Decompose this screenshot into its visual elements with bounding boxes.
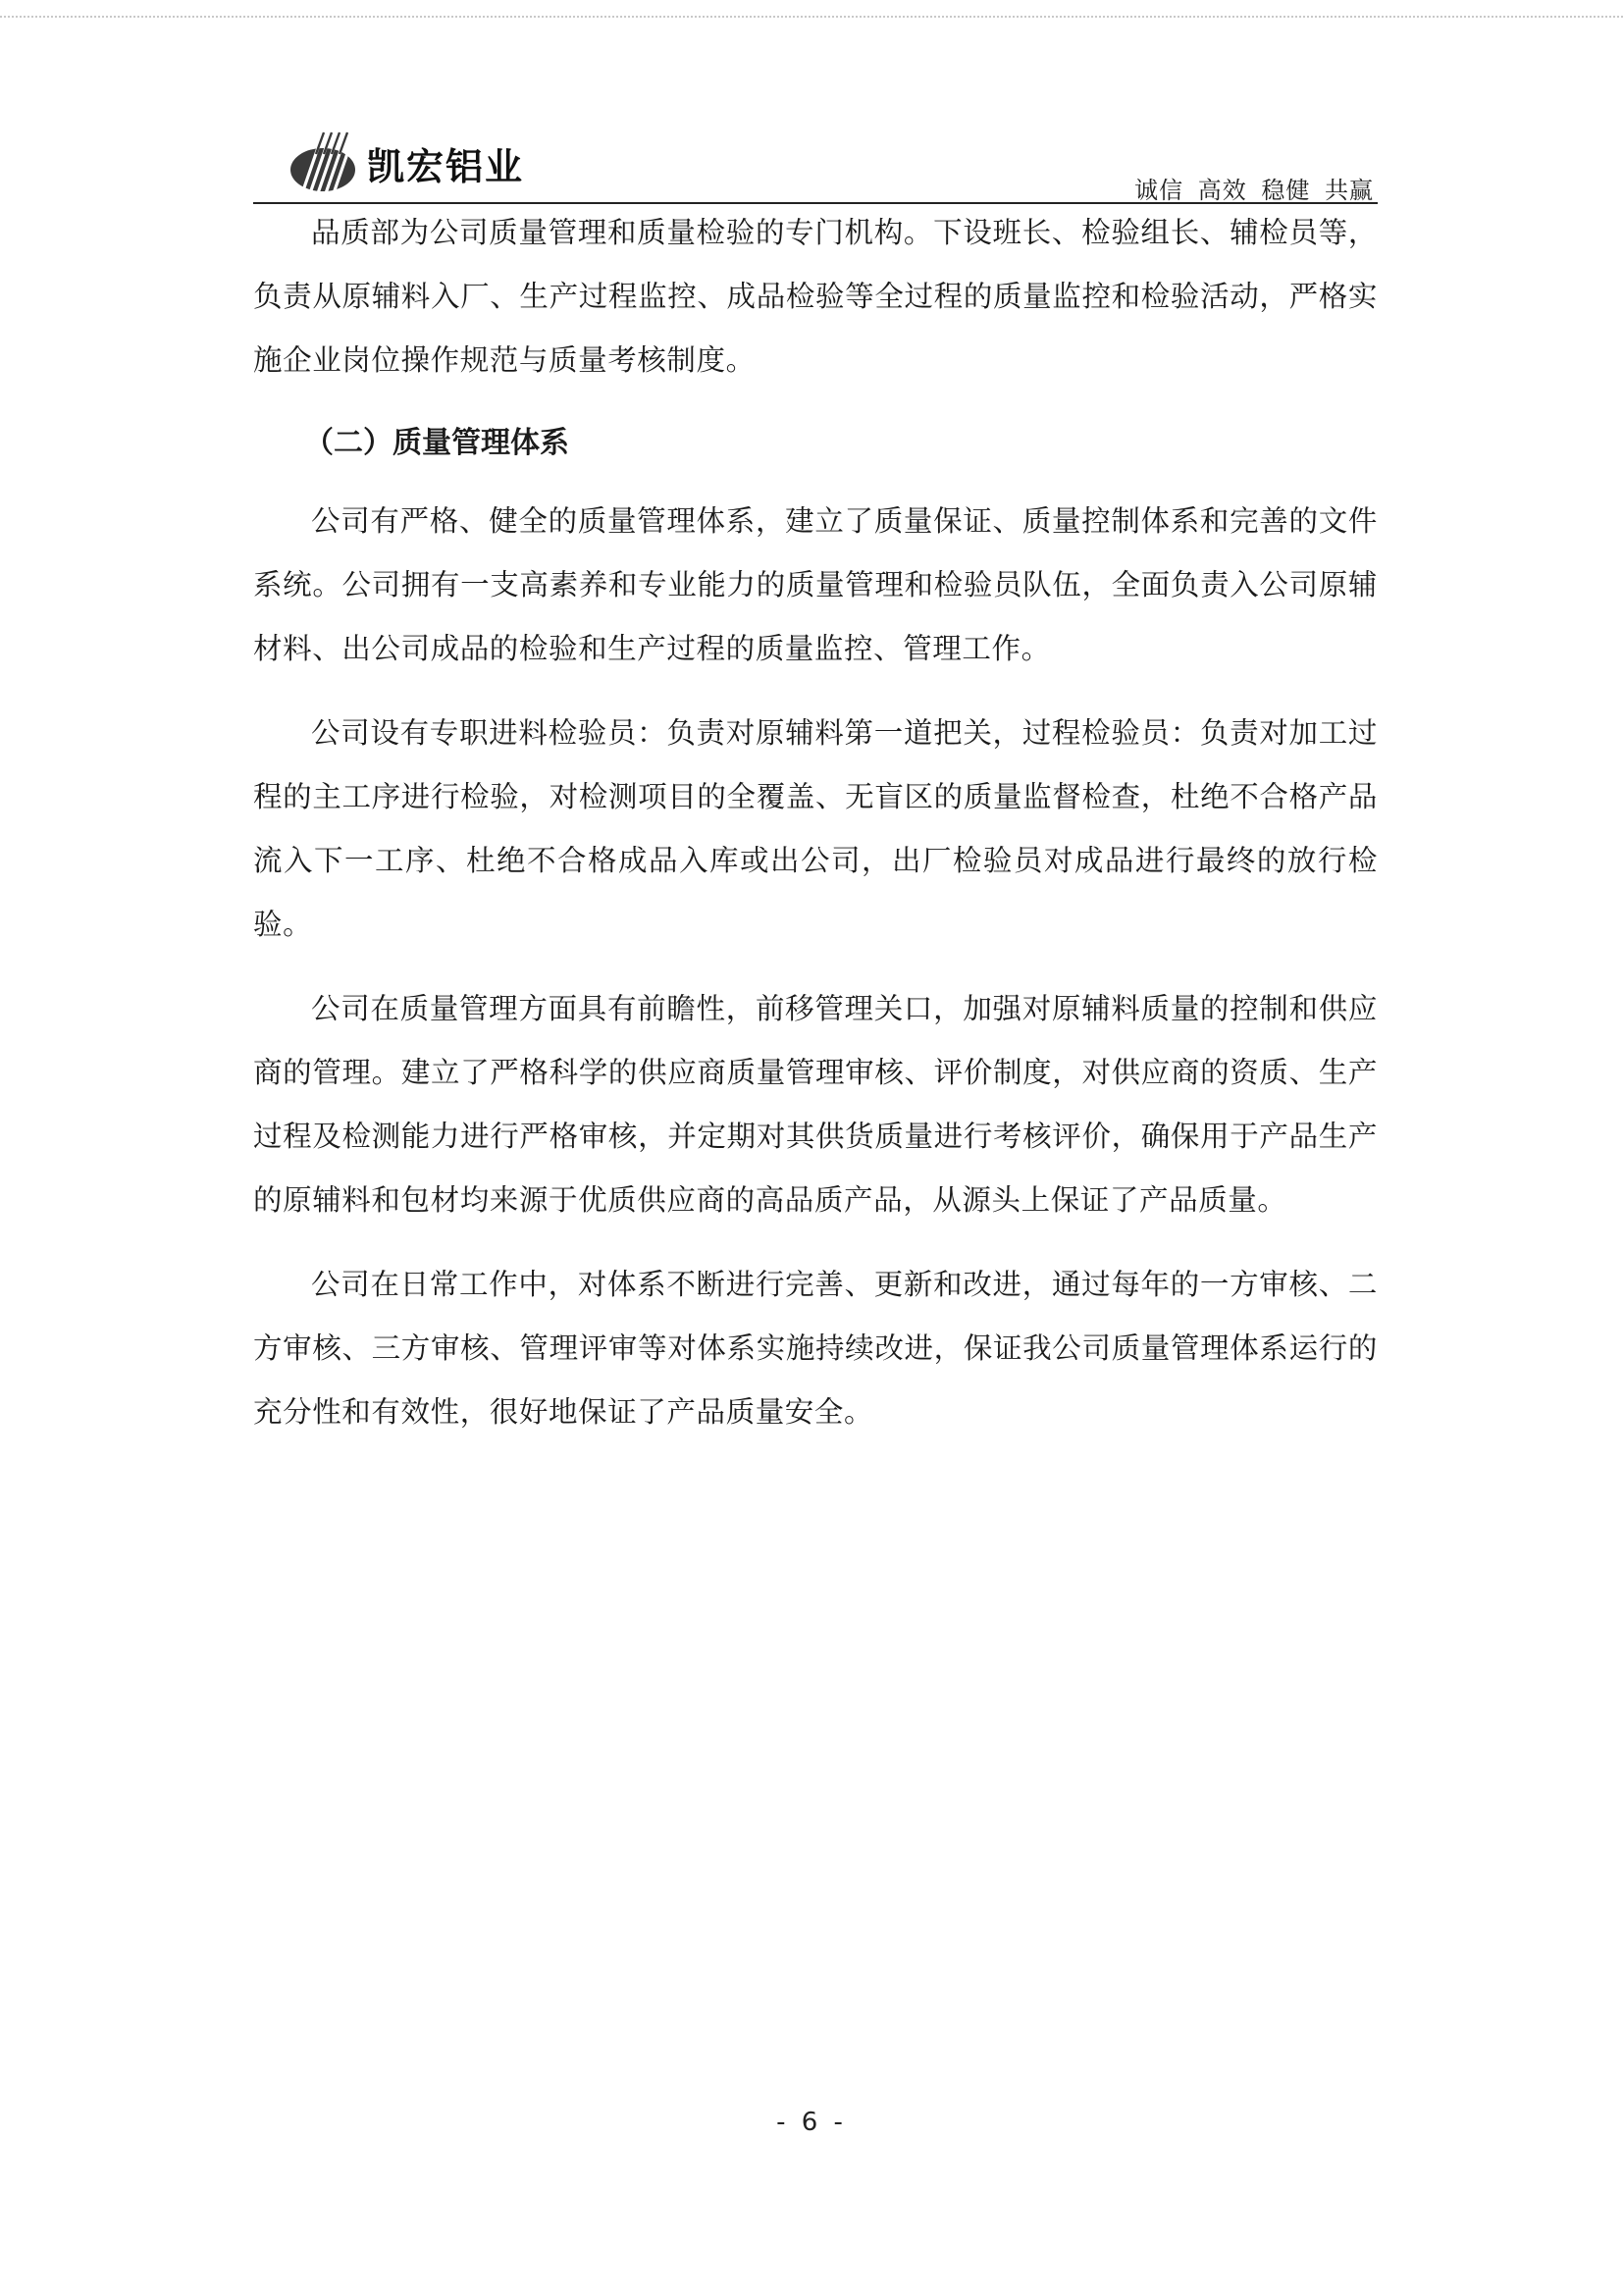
body-paragraph: 公司有严格、健全的质量管理体系，建立了质量保证、质量控制体系和完善的文件系统。公司拥有一支高素养和专业能力的质量管理和检验员队伍，全面负责入公司原辅材料、出公司成品的检验和生产过程的质量监控、管理工作。 xyxy=(253,504,1378,665)
body-paragraph: 公司在质量管理方面具有前瞻性，前移管理关口，加强对原辅料质量的控制和供应商的管理。建立了严格科学的供应商质量管理审核、评价制度，对供应商的资质、生产过程及检测能力进行严格审核，并定期对其供货质量进行考核评价，确保用于产品生产的原辅料和包材均来源于优质供应商的高品质产品，从源头上保证了产品质量。 xyxy=(253,992,1378,1217)
stripes-logo-icon xyxy=(288,130,357,195)
intro-paragraph: 品质部为公司质量管理和质量检验的专门机构。下设班长、检验组长、辅检员等，负责从原辅料入厂、生产过程监控、成品检验等全过程的质量监控和检验活动，严格实施企业岗位操作规范与质量考核制度。 xyxy=(253,216,1378,377)
body-paragraph: 公司设有专职进料检验员：负责对原辅料第一道把关，过程检验员：负责对加工过程的主工序进行检验，对检测项目的全覆盖、无盲区的质量监督检查，杜绝不合格产品流入下一工序、杜绝不合格成品入库或出公司，出厂检验员对成品进行最终的放行检验。 xyxy=(253,716,1378,941)
section-heading: （二）质量管理体系 xyxy=(304,426,569,460)
company-logo xyxy=(288,128,524,198)
page-number: - 6 - xyxy=(776,2108,847,2137)
company-name: 凯宏铝业 xyxy=(367,144,525,188)
document-body xyxy=(253,201,1378,1465)
page-header xyxy=(253,126,1378,206)
scan-edge-line xyxy=(0,16,1623,18)
company-slogan: 诚信 高效 稳健 共赢 xyxy=(1134,177,1374,204)
body-paragraph: 公司在日常工作中，对体系不断进行完善、更新和改进，通过每年的一方审核、二方审核、三方审核、管理评审等对体系实施持续改进，保证我公司质量管理体系运行的充分性和有效性，很好地保证了产品质量安全。 xyxy=(253,1268,1378,1429)
